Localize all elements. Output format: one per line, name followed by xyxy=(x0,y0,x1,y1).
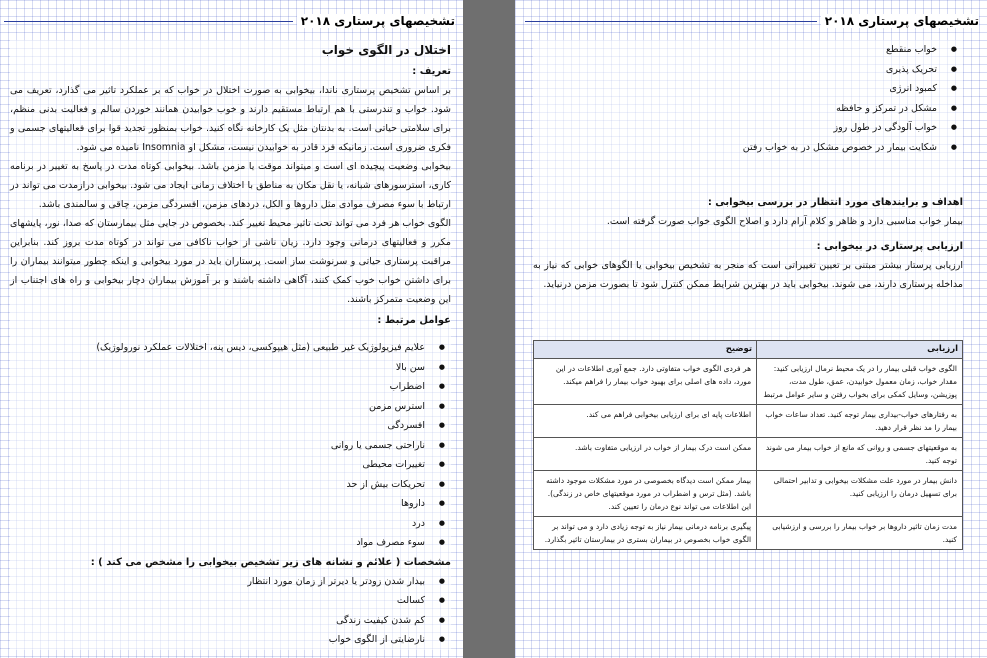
definition-heading: تعریف : xyxy=(412,66,451,77)
list-item: ● علایم فیزیولوژیک غیر طبیعی (مثل هیپوکسی، دیس پنه، اختلالات عملکرد نورولوژیک) xyxy=(10,338,425,358)
page-header xyxy=(4,10,455,32)
list-item: ● استرس مزمن xyxy=(10,397,425,417)
table-cell: هر فردی الگوی خواب متفاوتی دارد. جمع آوری اطلاعات در این مورد، داده های اصلی برای بهبود خواب بیمار را فراهم میکند. xyxy=(534,359,757,405)
right-page xyxy=(515,0,987,658)
list-item: ● سوء مصرف مواد xyxy=(10,533,425,553)
table-cell: به موقعیتهای جسمی و روانی که مانع از خواب بیمار می شوند توجه کنید. xyxy=(757,438,963,471)
table-row xyxy=(534,405,963,438)
table-header-cell: توضیح xyxy=(534,341,757,359)
page-header xyxy=(525,10,979,32)
table-cell: ممکن است درک بیمار از خواب در ارزیابی متفاوت باشد. xyxy=(534,438,757,471)
header-title: تشخیصهای پرستاری ۲۰۱۸ xyxy=(297,14,455,28)
list-item: ● تحریک پذیری xyxy=(533,60,937,80)
list-item: ● تحریکات بیش از حد xyxy=(10,475,425,495)
table-cell: مدت زمان تاثیر داروها بر خواب بیمار را بررسی و ارزشیابی کنید. xyxy=(757,517,963,550)
left-page-content xyxy=(10,40,451,650)
header-title: تشخیصهای پرستاری ۲۰۱۸ xyxy=(821,14,979,28)
header-rule xyxy=(525,21,817,22)
goals-text: بیمار خواب مناسبی دارد و ظاهر و کلام آرام دارد و اصلاح الگوی خواب صورت گرفته است. xyxy=(606,216,963,227)
definition-paragraph: الگوی خواب هر فرد می تواند تحت تاثیر محیط تغییر کند. بخصوص در جایی مثل بیمارستان که صدا، نور، پایشهای مکرر و فعالیتهای درمانی وجود دارد. زیان ناشی از خواب ناکافی می تواند در کوتاه مدت بروز کند. بنابراین مراقبت پرستاری حیاتی و سرنوشت ساز است. پرستاران باید در مورد بیخوابی و اینکه چطور میتوانند بیماران را برای داشتن خواب خوب کمک کنند، آگاهی داشته باشند و بر آموزش بیماران دچار بیخوابی و راه های اجتناب از این وضعیت متمرکز باشند. xyxy=(10,218,451,305)
list-item: ● افسردگی xyxy=(10,416,425,436)
goals-heading: اهداف و برایندهای مورد انتظار در بررسی بیخوابی : xyxy=(707,197,963,208)
assessment-table xyxy=(533,340,963,550)
signs-list xyxy=(10,572,451,650)
header-rule xyxy=(4,21,293,22)
list-item: ● شکایت بیمار در خصوص مشکل در به خواب رفتن xyxy=(533,138,937,158)
definition-paragraph: بیخوابی وضعیت پیچیده ای است و میتواند موقت یا مزمن باشد. بیخوابی کوتاه مدت در پاسخ به تغییر در برنامه کاری، استرسورهای شبانه، یا نقل مکان به مناطق با اختلاف زمانی ایجاد می شود. بیخوابی درازمدت می تواند در ارتباط با سوء مصرف موادی مثل داروها و الکل، دردهای مزمن، افسردگی مزمن، چاقی و سالمندی باشد. xyxy=(10,161,451,210)
table-header-row xyxy=(534,341,963,359)
table-header-cell: ارزیابی xyxy=(757,341,963,359)
list-item: ● تغییرات محیطی xyxy=(10,455,425,475)
factors-heading: عوامل مرتبط : xyxy=(377,315,451,326)
table-cell: پیگیری برنامه درمانی بیمار نیاز به توجه زیادی دارد و می تواند بر الگوی خواب بخصوص در بیماران بستری در بیمارستان تاثیر بگذارد. xyxy=(534,517,757,550)
right-page-content xyxy=(533,40,963,550)
table-row xyxy=(534,438,963,471)
list-item: ● اضطراب xyxy=(10,377,425,397)
list-item: ● نارضایتی از الگوی خواب xyxy=(10,630,425,650)
list-item: ● داروها xyxy=(10,494,425,514)
list-item: ● بیدار شدن زودتر یا دیرتر از زمان مورد انتظار xyxy=(10,572,425,592)
list-item: ● سن بالا xyxy=(10,358,425,378)
signs-heading: مشخصات ( علائم و نشانه های زیر تشخیص بیخوابی را مشخص می کند ) : xyxy=(90,556,451,568)
table-row xyxy=(534,359,963,405)
list-item: ● ناراحتی جسمی یا روانی xyxy=(10,436,425,456)
assessment-heading: ارزیابی پرستاری در بیخوابی : xyxy=(816,241,963,252)
list-item: ● درد xyxy=(10,514,425,534)
table-cell: اطلاعات پایه ای برای ارزیابی بیخوابی فراهم می کند. xyxy=(534,405,757,438)
table-cell: به رفتارهای خواب-بیداری بیمار توجه کنید. تعداد ساعات خواب بیمار را مد نظر قرار دهید. xyxy=(757,405,963,438)
table-cell: دانش بیمار در مورد علت مشکلات بیخوابی و تدابیر احتمالی برای تسهیل درمان را ارزیابی کنید. xyxy=(757,471,963,517)
list-item: ● کم شدن کیفیت زندگی xyxy=(10,611,425,631)
assessment-text: ارزیابی پرستار بیشتر مبتنی بر تعیین تغییراتی است که منجر به تشخیص بیخوابی یا الگوهای خوابی که نیاز به مداخله پرستاری دارند، می شوند. بیخوابی باید در بهترین شرایط ممکن کنترل شود تا بصورت مزمن درنیاید. xyxy=(533,260,963,290)
table-row xyxy=(534,517,963,550)
table-cell: بیمار ممکن است دیدگاه بخصوصی در مورد مشکلات موجود داشته باشد. (مثل ترس و اضطراب در مورد موقعیتهای خاص در زندگی). این اطلاعات می تواند نوع درمان را تعیین کند. xyxy=(534,471,757,517)
list-item: ● خواب منقطع xyxy=(533,40,937,60)
factors-list xyxy=(10,338,451,553)
list-item: ● مشکل در تمرکز و حافظه xyxy=(533,99,937,119)
table-cell: الگوی خواب قبلی بیمار را در یک محیط نرمال ارزیابی کنید: مقدار خواب، زمان معمول خوابیدن، عمق، طول مدت، پوزیشن، وسایل کمکی برای بخواب رفتن و سایر عوامل مرتبط xyxy=(757,359,963,405)
list-item: ● کمبود انرژی xyxy=(533,79,937,99)
left-page xyxy=(0,0,463,658)
signs-continued-list xyxy=(533,40,963,157)
table-row xyxy=(534,471,963,517)
list-item: ● خواب آلودگی در طول روز xyxy=(533,118,937,138)
list-item: ● کسالت xyxy=(10,591,425,611)
section-title: اختلال در الگوی خواب xyxy=(321,43,451,57)
definition-paragraph: بر اساس تشخیص پرستاری ناندا، بیخوابی به صورت اختلال در خواب که بر عملکرد تاثیر می گذارد، تعریف می شود. خواب و تندرستی با هم ارتباط مستقیم دارند و خوب خوابیدن همانند خوردن سالم و فعالیت بدنی منظم، برای سلامتی حیاتی است. به بدنتان مثل یک کارخانه نگاه کنید. خواب بمنظور تجدید قوا برای فعالیتهای جسمی و فکری ضروری است. زمانیکه فرد قادر به خوابیدن نیست، مشکل او Insomnia نامیده می شود. xyxy=(10,85,451,153)
